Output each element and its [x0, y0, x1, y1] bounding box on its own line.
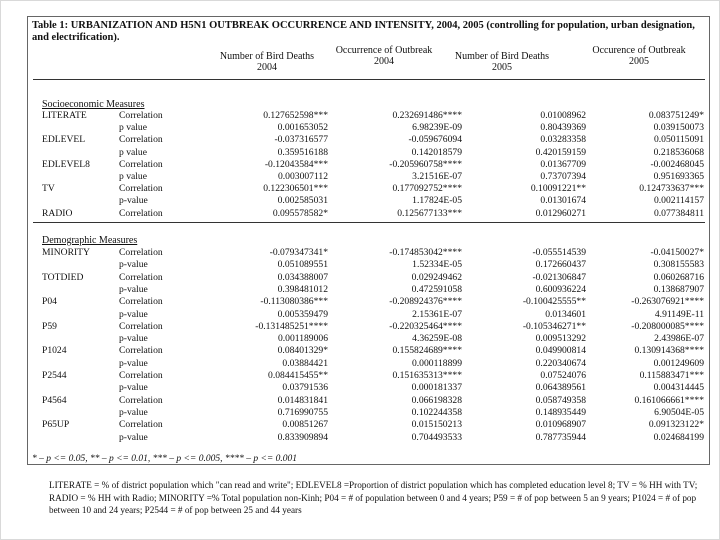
- column-header-label: Occurence of Outbreak: [592, 45, 686, 56]
- value-cell: 0.000181337: [411, 382, 462, 394]
- value-cell: 0.010968907: [535, 419, 586, 431]
- statistic-cell: p-value: [119, 195, 148, 207]
- table-row: [42, 208, 704, 220]
- variable-cell: LITERATE: [42, 110, 87, 121]
- value-cell: 0.051089551: [277, 259, 328, 271]
- value-cell: 0.102244358: [411, 406, 462, 418]
- value-cell: -0.059676094: [408, 134, 462, 146]
- column-header-year: 2004: [257, 62, 277, 73]
- value-cell: 4.36259E-08: [412, 333, 462, 345]
- section-title-demographic: Demographic Measures: [42, 235, 138, 246]
- results-table: [27, 16, 710, 465]
- value-cell: 0.00851267: [282, 419, 328, 431]
- value-cell: 0.08401329*: [277, 345, 328, 357]
- table-row: [42, 321, 704, 333]
- value-cell: -0.04150027*: [650, 247, 704, 258]
- statistic-cell: Correlation: [119, 110, 163, 121]
- table-row: [42, 195, 704, 207]
- value-cell: -0.263076921****: [631, 296, 704, 308]
- value-cell: 2.15361E-07: [412, 308, 462, 320]
- value-cell: 0.034388007: [277, 271, 328, 283]
- value-cell: 6.90504E-05: [654, 406, 704, 418]
- value-cell: 0.472591058: [411, 283, 462, 295]
- value-cell: 0.138687907: [653, 283, 704, 295]
- statistic-cell: Correlation: [119, 419, 163, 431]
- statistic-cell: Correlation: [119, 247, 163, 258]
- value-cell: 2.43986E-07: [654, 333, 704, 345]
- table-row: [42, 147, 704, 159]
- value-cell: 0.03791536: [282, 382, 328, 394]
- value-cell: 0.232691486****: [392, 110, 462, 121]
- variable-cell: P4564: [42, 394, 67, 406]
- table-row: [42, 272, 704, 284]
- value-cell: 0.151635313****: [392, 370, 462, 381]
- value-cell: 0.716990755: [277, 406, 328, 418]
- value-cell: 0.951693365: [653, 171, 704, 182]
- column-header-3: [439, 51, 565, 73]
- value-cell: 0.308155583: [653, 259, 704, 271]
- table-row: [42, 259, 704, 271]
- variable-cell: P65UP: [42, 419, 70, 431]
- statistic-cell: p value: [119, 146, 147, 158]
- statistic-cell: Correlation: [119, 183, 163, 195]
- value-cell: 0.122306501***: [263, 183, 328, 195]
- value-cell: 0.125677133***: [397, 207, 462, 219]
- variable-cell: P1024: [42, 345, 67, 357]
- value-cell: 6.98239E-09: [412, 122, 462, 134]
- value-cell: -0.208000085****: [631, 320, 704, 332]
- statistic-cell: Correlation: [119, 158, 163, 170]
- value-cell: 0.064389561: [535, 382, 586, 394]
- column-header-label: Number of Bird Deaths: [454, 51, 550, 62]
- table-row: [42, 247, 704, 259]
- table-row: [42, 309, 704, 321]
- value-cell: 0.000118899: [411, 357, 462, 369]
- table-row: [42, 419, 704, 431]
- value-cell: 0.130914368****: [634, 345, 704, 357]
- value-cell: 0.172660437: [535, 259, 586, 271]
- statistic-cell: Correlation: [119, 134, 163, 146]
- statistic-cell: p-value: [119, 382, 148, 394]
- table-row: [42, 122, 704, 134]
- statistic-cell: p-value: [119, 259, 148, 271]
- value-cell: 0.359516188: [277, 146, 328, 158]
- table-row: [42, 358, 704, 370]
- value-cell: -0.100425555**: [522, 296, 586, 308]
- value-cell: 0.012960271: [535, 207, 586, 219]
- value-cell: 0.80439369: [540, 122, 586, 134]
- value-cell: 0.001189006: [277, 333, 328, 345]
- value-cell: 3.21516E-07: [412, 171, 462, 182]
- table-title: Table 1: URBANIZATION AND H5N1 OUTBREAK OCCURRENCE AND INTENSITY, 2004, 2005 (controlling for population, urban designation, and electrification).: [32, 20, 695, 43]
- variable-cell: TV: [42, 183, 55, 195]
- value-cell: 0.005359479: [277, 308, 328, 320]
- value-cell: 0.004314445: [653, 382, 704, 394]
- value-cell: 0.014831841: [277, 394, 328, 406]
- column-header-year: 2005: [492, 62, 512, 73]
- variable-cell: RADIO: [42, 207, 73, 219]
- value-cell: -0.105346271**: [522, 320, 586, 332]
- statistic-cell: p-value: [119, 283, 148, 295]
- value-cell: 0.0134601: [545, 308, 586, 320]
- column-header-2: [322, 45, 446, 67]
- statistic-cell: p value: [119, 171, 147, 182]
- value-cell: 0.07524076: [540, 370, 586, 381]
- value-cell: 0.600936224: [535, 283, 586, 295]
- value-cell: 0.060268716: [653, 271, 704, 283]
- value-cell: 0.066198328: [411, 394, 462, 406]
- value-cell: 0.009513292: [535, 333, 586, 345]
- table-row: [42, 333, 704, 345]
- value-cell: 0.091323122*: [648, 419, 704, 431]
- table-row: [42, 159, 704, 171]
- value-cell: -0.037316577: [274, 134, 328, 146]
- value-cell: 0.73707394: [540, 171, 586, 182]
- value-cell: -0.131485251****: [255, 320, 328, 332]
- value-cell: 0.142018579: [411, 146, 462, 158]
- statistic-cell: Correlation: [119, 271, 163, 283]
- value-cell: -0.174853042****: [389, 247, 462, 258]
- value-cell: -0.079347341*: [269, 247, 328, 258]
- column-header-1: [204, 51, 330, 73]
- column-header-year: 2005: [629, 56, 649, 67]
- table-row: [42, 183, 704, 195]
- value-cell: 0.039150073: [653, 122, 704, 134]
- value-cell: 0.148935449: [535, 406, 586, 418]
- statistic-cell: Correlation: [119, 207, 163, 219]
- value-cell: 0.10091221**: [530, 183, 586, 195]
- value-cell: 4.91149E-11: [654, 308, 704, 320]
- column-header-4: [576, 45, 702, 67]
- value-cell: 0.127652598***: [263, 110, 328, 121]
- table-row: [42, 370, 704, 382]
- value-cell: 1.17824E-05: [412, 195, 462, 207]
- statistic-cell: p-value: [119, 357, 148, 369]
- statistic-cell: Correlation: [119, 296, 163, 308]
- value-cell: 0.001653052: [277, 122, 328, 134]
- value-cell: -0.220325464****: [389, 320, 462, 332]
- value-cell: -0.208924376****: [389, 296, 462, 308]
- table-row: [42, 382, 704, 394]
- significance-footnote: * – p <= 0.05, ** – p <= 0.01, *** – p <= 0.005, **** – p <= 0.001: [32, 454, 298, 464]
- value-cell: 0.420159159: [535, 146, 586, 158]
- value-cell: 0.095578582*: [272, 207, 328, 219]
- section-rule: [33, 222, 705, 223]
- value-cell: 0.002585031: [277, 195, 328, 207]
- value-cell: 1.52334E-05: [412, 259, 462, 271]
- value-cell: 0.049900814: [535, 345, 586, 357]
- value-cell: -0.12043584***: [264, 158, 328, 170]
- variable-legend: LITERATE = % of district population which "can read and write"; EDLEVEL8 =Proportion of district population which has completed education level 8; TV = % HH with TV; RADIO = % HH with Radio; MINORITY =% Total population non-Kinh; P04 = # of population between 0 and 4 years; P59 = # of pop between 5 an 9 years; P1024 = # of pop between 10 and 24 years; P2544 = # of pop between 25 and 44 years: [49, 480, 698, 515]
- value-cell: 0.01367709: [540, 158, 586, 170]
- value-cell: 0.084415455**: [268, 370, 328, 381]
- value-cell: 0.155824689****: [392, 345, 462, 357]
- value-cell: 0.015150213: [411, 419, 462, 431]
- value-cell: 0.01008962: [540, 110, 586, 121]
- value-cell: 0.058749358: [535, 394, 586, 406]
- value-cell: 0.083751249*: [648, 110, 704, 121]
- statistic-cell: p value: [119, 122, 147, 134]
- statistic-cell: Correlation: [119, 345, 163, 357]
- variable-cell: P59: [42, 320, 57, 332]
- value-cell: -0.113080386***: [260, 296, 328, 308]
- value-cell: 0.03884421: [282, 357, 328, 369]
- variable-cell: MINORITY: [42, 247, 90, 258]
- value-cell: 0.003007112: [277, 171, 328, 182]
- variable-cell: EDLEVEL8: [42, 158, 90, 170]
- value-cell: 0.833909894: [277, 431, 328, 443]
- value-cell: 0.220340674: [535, 357, 586, 369]
- statistic-cell: p-value: [119, 308, 148, 320]
- value-cell: 0.002114157: [653, 195, 704, 207]
- table-row: [42, 110, 704, 122]
- value-cell: -0.055514539: [532, 247, 586, 258]
- statistic-cell: Correlation: [119, 370, 163, 381]
- value-cell: 0.01301674: [540, 195, 586, 207]
- table-row: [42, 296, 704, 308]
- value-cell: 0.029249462: [411, 271, 462, 283]
- statistic-cell: p-value: [119, 431, 148, 443]
- table-row: [42, 395, 704, 407]
- value-cell: 0.124733637***: [639, 183, 704, 195]
- value-cell: 0.115883471***: [639, 370, 704, 381]
- statistic-cell: p-value: [119, 406, 148, 418]
- table-row: [42, 284, 704, 296]
- value-cell: 0.398481012: [277, 283, 328, 295]
- header-rule: [33, 79, 705, 80]
- value-cell: 0.024684199: [653, 431, 704, 443]
- column-header-label: Number of Bird Deaths: [219, 51, 315, 62]
- table-row: [42, 345, 704, 357]
- table-row: [42, 432, 704, 444]
- value-cell: 0.787735944: [535, 431, 586, 443]
- table-row: [42, 171, 704, 183]
- column-header-year: 2004: [374, 56, 394, 67]
- value-cell: 0.03283358: [540, 134, 586, 146]
- variable-cell: P2544: [42, 370, 67, 381]
- table-row: [42, 407, 704, 419]
- value-cell: 0.001249609: [653, 357, 704, 369]
- value-cell: 0.218536068: [653, 146, 704, 158]
- value-cell: 0.077384811: [653, 207, 704, 219]
- value-cell: -0.205960758****: [389, 158, 462, 170]
- table-row: [42, 134, 704, 146]
- section-title-socioeconomic: Socioeconomic Measures: [42, 99, 145, 110]
- value-cell: 0.161066661****: [634, 394, 704, 406]
- variable-cell: EDLEVEL: [42, 134, 86, 146]
- variable-cell: P04: [42, 296, 57, 308]
- value-cell: 0.050115091: [653, 134, 704, 146]
- value-cell: -0.021306847: [532, 271, 586, 283]
- variable-cell: TOTDIED: [42, 271, 84, 283]
- statistic-cell: Correlation: [119, 394, 163, 406]
- value-cell: 0.177092752****: [392, 183, 462, 195]
- column-header-label: Occurrence of Outbreak: [335, 45, 433, 56]
- value-cell: 0.704493533: [411, 431, 462, 443]
- statistic-cell: Correlation: [119, 320, 163, 332]
- value-cell: -0.002468045: [650, 158, 704, 170]
- statistic-cell: p-value: [119, 333, 148, 345]
